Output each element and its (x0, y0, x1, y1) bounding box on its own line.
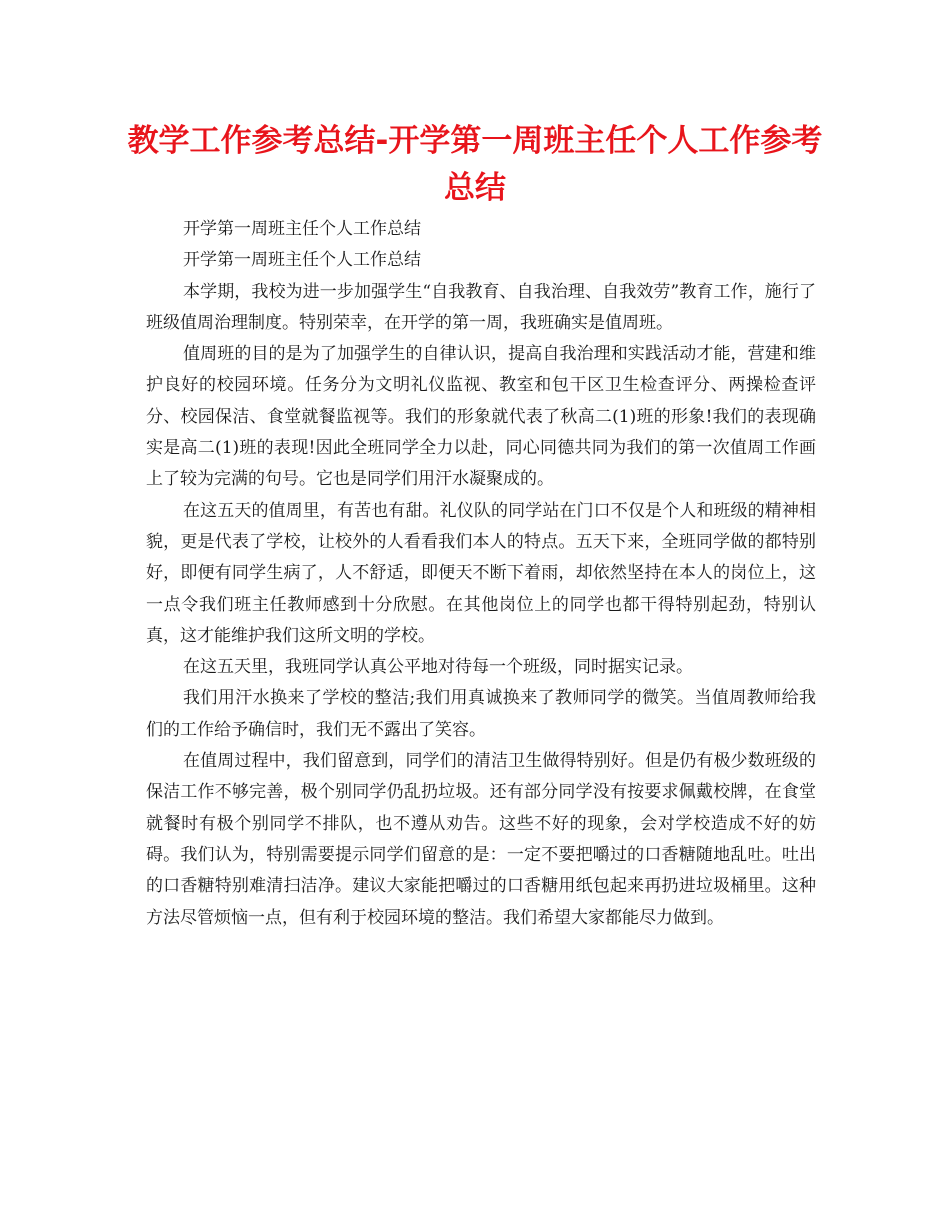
paragraph: 我们用汗水换来了学校的整洁;我们用真诚换来了教师同学的微笑。当值周教师给我们的工作给予确信时，我们无不露出了笑容。 (146, 688, 816, 740)
paragraph: 开学第一周班主任个人工作总结 (183, 250, 421, 271)
paragraph: 在这五天里，我班同学认真公平地对待每一个班级，同时据实记录。 (183, 657, 693, 678)
paragraph: 在这五天的值周里，有苦也有甜。礼仪队的同学站在门口不仅是个人和班级的精神相貌，更是代表了学校，让校外的人看看我们本人的特点。五天下来，全班同学做的都特别好，即便有同学生病了，人不舒适，即便天不断下着雨，却依然坚持在本人的岗位上，这一点令我们班主任教师感到十分欣慰。在其他岗位上的同学也都干得特别起劲，特别认真，这才能维护我们这所文明的学校。 (146, 500, 816, 646)
paragraph: 在值周过程中，我们留意到，同学们的清洁卫生做得特别好。但是仍有极少数班级的保洁工作不够完善，极个别同学仍乱扔垃圾。还有部分同学没有按要求佩戴校牌，在食堂就餐时有极个别同学不排队，也不遵从劝告。这些不好的现象，会对学校造成不好的妨碍。我们认为，特别需要提示同学们留意的是：一定不要把嚼过的口香糖随地乱吐。吐出的口香糖特别难清扫洁净。建议大家能把嚼过的口香糖用纸包起来再扔进垃圾桶里。这种方法尽管烦恼一点，但有利于校园环境的整洁。我们希望大家都能尽力做到。 (146, 751, 816, 928)
document-body (146, 214, 816, 934)
paragraph: 值周班的目的是为了加强学生的自律认识，提高自我治理和实践活动才能，营建和维护良好的校园环境。任务分为文明礼仪监视、教室和包干区卫生检查评分、两操检查评分、校园保洁、食堂就餐监视等。我们的形象就代表了秋高二(1)班的形象!我们的表现确实是高二(1)班的表现!因此全班同学全力以赴，同心同德共同为我们的第一次值周工作画上了较为完满的句号。它也是同学们用汗水凝聚成的。 (146, 344, 816, 490)
paragraph: 开学第一周班主任个人工作总结 (183, 219, 421, 239)
paragraph: 本学期，我校为进一步加强学生“自我教育、自我治理、自我效劳”教育工作，施行了班级值周治理制度。特别荣幸，在开学的第一周，我班确实是值周班。 (146, 281, 816, 333)
document-title: 教学工作参考总结-开学第一周班主任个人工作参考总结 (127, 123, 823, 206)
